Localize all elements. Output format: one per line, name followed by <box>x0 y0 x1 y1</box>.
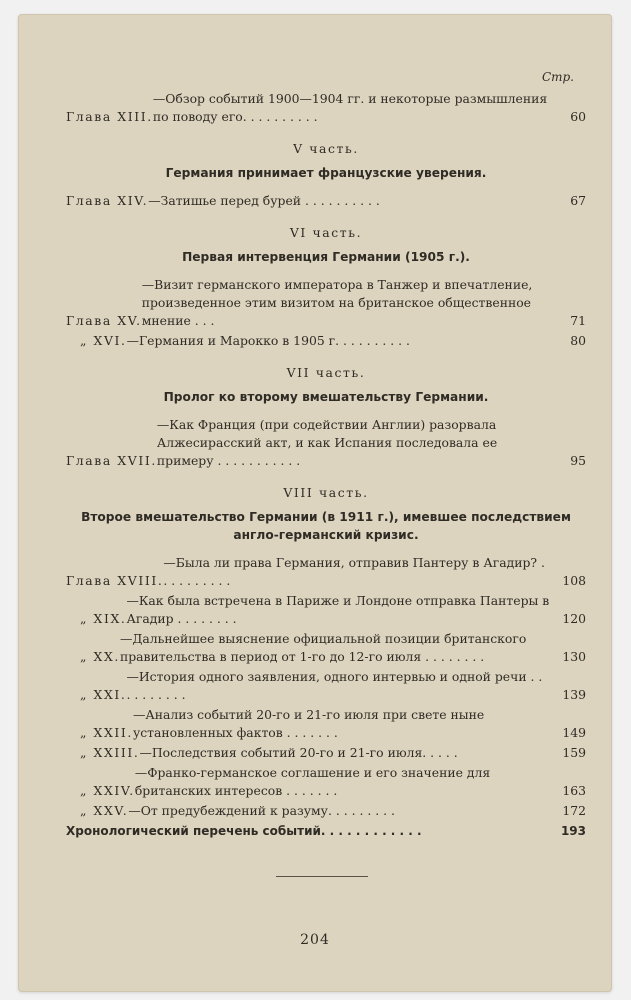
chapter-label: „ XXIV. <box>80 783 135 798</box>
part-6-title: Первая интервенция Германии (1905 г.). <box>182 250 470 264</box>
chapter-title: —Дальнейшее выяснение официальной позиции британского правительства в период от 1-го до 12-го июля . . . . . . . . <box>119 631 527 664</box>
chapter-label: Глава XVII. <box>66 453 157 468</box>
toc-entry <box>66 706 586 742</box>
toc-entry <box>66 630 586 666</box>
part-7-heading: VII часть. <box>286 365 366 380</box>
part-8-heading: VIII часть. <box>283 485 369 500</box>
chronology-text: Хронологический перечень событий. . . . . . . . . . . . <box>66 824 422 838</box>
chapter-title: —Германия и Марокко в 1905 г. . . . . . . . . . <box>126 333 410 348</box>
toc-entry <box>66 744 586 762</box>
chapter-label: „ XX. <box>80 649 120 664</box>
part-5-title: Германия принимает французские уверения. <box>165 166 487 180</box>
chapter-page: 95 <box>570 453 586 468</box>
table-of-contents <box>66 70 586 842</box>
chapter-label: Глава XV. <box>66 313 142 328</box>
chapter-page: 71 <box>570 313 586 328</box>
divider-rule <box>276 876 368 877</box>
chapter-title: —От предубеждений к разуму. . . . . . . . . <box>128 803 395 818</box>
chapter-label: „ XVI. <box>80 333 127 348</box>
chapter-title: —Обзор событий 1900—1904 гг. и некоторые размышления по поводу его. . . . . . . . . . <box>152 91 548 124</box>
chapter-title: —Визит германского императора в Танжер и впечатление, произведенное этим визитом на британское общественное мнение . . . <box>141 277 533 328</box>
toc-entry <box>66 554 586 590</box>
chapter-label: „ XXV. <box>80 803 129 818</box>
toc-entry <box>66 764 586 800</box>
chapter-title: —Анализ событий 20-го и 21-го июля при свете ныне установленных фактов . . . . . . . <box>132 707 485 740</box>
chapter-label: Глава XIII. <box>66 109 153 124</box>
page-number: 204 <box>300 932 330 948</box>
chapter-page: 60 <box>570 109 586 124</box>
chapter-label: Глава XIV. <box>66 193 149 208</box>
part-7-entries <box>66 416 586 470</box>
chronology-entry <box>66 822 586 840</box>
chapter-page: 149 <box>562 725 586 740</box>
toc-entry <box>66 592 586 628</box>
part-8-entries <box>66 554 586 820</box>
chapter-label: „ XXIII. <box>80 745 140 760</box>
chapter-label: „ XIX. <box>80 611 127 626</box>
chapter-title: —Как была встречена в Париже и Лондоне отправка Пантеры в Агадир . . . . . . . . <box>126 593 550 626</box>
chapter-page: 163 <box>562 783 586 798</box>
toc-entry <box>66 668 586 704</box>
chapter-title: —Последствия событий 20-го и 21-го июля. . . . . <box>139 745 458 760</box>
chapter-page: 172 <box>562 803 586 818</box>
part-6-heading: VI часть. <box>289 225 363 240</box>
chapter-title: —Была ли права Германия, отправив Пантеру в Агадир? . . . . . . . . . . <box>163 555 545 588</box>
part-8-title: Второе вмешательство Германии (в 1911 г.), имевшее последствием англо-германский кризис. <box>81 510 571 542</box>
chapter-title: —История одного заявления, одного интервью и одной речи . . . . . . . . . . <box>126 669 543 702</box>
chapter-label: „ XXI. <box>80 687 127 702</box>
intro-entries <box>66 90 586 126</box>
chapter-label: „ XXII. <box>80 725 133 740</box>
chapter-label: Глава XVIII. <box>66 573 164 588</box>
toc-entry <box>66 276 586 330</box>
document-page <box>18 14 612 992</box>
part-5-heading: V часть. <box>293 141 359 156</box>
chapter-title: —Как Франция (при содействии Англии) разорвала Алжесирасский акт, и как Испания последовала ее примеру . . . . . . . . . . . <box>156 417 498 468</box>
toc-entry <box>66 802 586 820</box>
chapter-page: 67 <box>570 193 586 208</box>
part-5-entries <box>66 192 586 210</box>
chapter-page: 80 <box>570 333 586 348</box>
chapter-page: 130 <box>562 649 586 664</box>
part-7-title: Пролог ко второму вмешательству Германии. <box>163 390 489 404</box>
chapter-page: 120 <box>562 611 586 626</box>
chapter-title: —Франко-германское соглашение и его значение для британских интересов . . . . . . . <box>134 765 491 798</box>
chapter-page: 139 <box>562 687 586 702</box>
part-6-entries <box>66 276 586 350</box>
toc-entry <box>66 416 586 470</box>
chapter-title: —Затишье перед бурей . . . . . . . . . . <box>148 193 380 208</box>
toc-entry <box>66 90 586 126</box>
chronology-page: 193 <box>560 824 586 838</box>
toc-entry <box>66 332 586 350</box>
chapter-page: 159 <box>562 745 586 760</box>
chapter-page: 108 <box>562 573 586 588</box>
toc-entry <box>66 192 586 210</box>
page-column-label: Стр. <box>541 70 574 84</box>
